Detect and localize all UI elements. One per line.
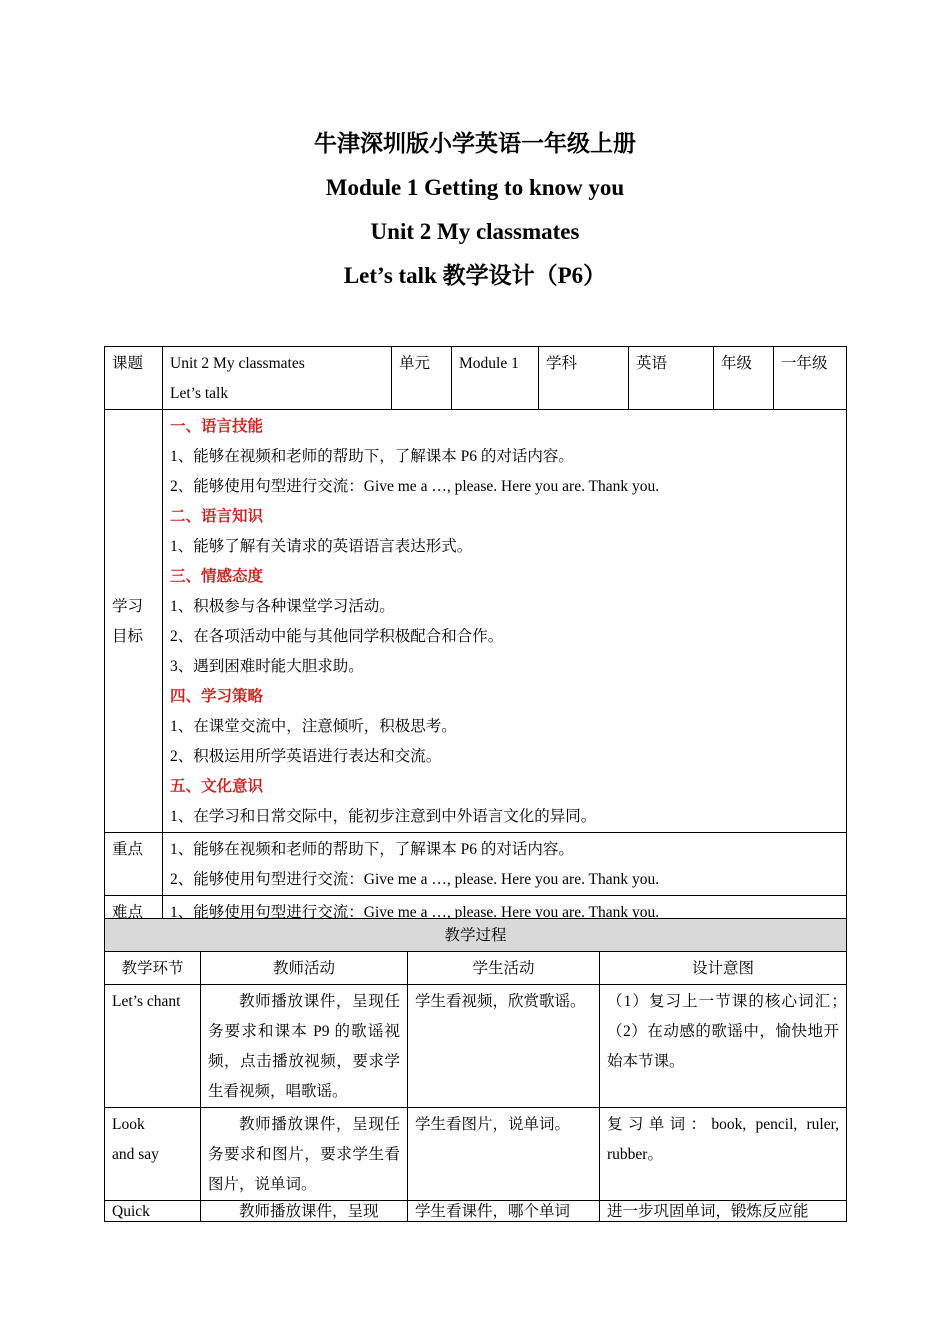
unit-label: 单元 [392,347,452,410]
goals-item: 1、在学习和日常交际中，能初步注意到中外语言文化的异同。 [170,808,597,825]
goals-label-line1: 学习 [112,598,144,615]
student-cell: 学生看图片，说单词。 [408,1108,600,1201]
goals-section-heading: 三、情感态度 [170,568,264,585]
key-points-content [163,833,847,896]
intent-cell: 进一步巩固单词，锻炼反应能 [600,1201,847,1222]
goals-label [105,410,163,833]
header-teacher: 教师活动 [201,952,408,985]
teacher-cell: 教师播放课件，呈现任务要求和图片，要求学生看图片，说单词。 [201,1108,408,1201]
key-point-item: 2、能够使用句型进行交流：Give me a …, please. Here you are. Thank you. [170,871,660,888]
table-row [105,985,847,1108]
process-header-row [105,952,847,985]
intent-cell: 复习单词：book, pencil, ruler, rubber。 [600,1108,847,1201]
header-stage: 教学环节 [105,952,201,985]
difficult-points-label: 难点 [105,896,163,929]
topic-value-line2: Let’s talk [170,385,229,402]
table-row [105,1108,847,1201]
stage-cell: Look and say [105,1108,201,1201]
goals-section-heading: 二、语言知识 [170,508,264,525]
topic-value [163,347,392,410]
title-line-1: 牛津深圳版小学英语一年级上册 [314,131,636,156]
goals-label-line2: 目标 [112,628,144,645]
grade-value: 一年级 [774,347,847,410]
header-student: 学生活动 [408,952,600,985]
goals-row [105,410,847,833]
student-cell: 学生看视频，欣赏歌谣。 [408,985,600,1108]
grade-label: 年级 [714,347,774,410]
process-title-row [105,919,847,952]
goals-section-heading: 一、语言技能 [170,418,264,435]
topic-value-line1: Unit 2 My classmates [170,355,305,372]
intent-cell: （1）复习上一节课的核心词汇； （2）在动感的歌谣中，愉快地开始本节课。 [600,985,847,1108]
goals-item: 3、遇到困难时能大胆求助。 [170,658,364,675]
goals-section-heading: 五、文化意识 [170,778,264,795]
stage-cell: Quick [105,1201,201,1222]
document-title-block [0,122,950,298]
student-cell: 学生看课件，哪个单词 [408,1201,600,1222]
subject-label: 学科 [539,347,629,410]
teacher-cell: 教师播放课件，呈现 [201,1201,408,1222]
goals-item: 1、在课堂交流中，注意倾听，积极思考。 [170,718,457,735]
lesson-info-table [104,346,847,929]
key-points-row [105,833,847,896]
subject-value: 英语 [629,347,714,410]
goals-item: 2、能够使用句型进行交流：Give me a …, please. Here you are. Thank you. [170,478,660,495]
goals-content [163,410,847,833]
teacher-cell: 教师播放课件，呈现任务要求和课本 P9 的歌谣视频，点击播放视频，要求学生看视频，唱歌谣。 [201,985,408,1108]
table-row [105,1201,847,1222]
goals-item: 2、积极运用所学英语进行表达和交流。 [170,748,442,765]
title-line-3: Unit 2 My classmates [370,219,580,244]
process-title: 教学过程 [105,919,847,952]
key-point-item: 1、能够在视频和老师的帮助下，了解课本 P6 的对话内容。 [170,841,574,858]
unit-value: Module 1 [452,347,539,410]
topic-label: 课题 [105,347,163,410]
process-table [104,918,855,1222]
stage-cell: Let’s chant [105,985,201,1108]
key-points-label: 重点 [105,833,163,896]
title-line-4: Let’s talk 教学设计（P6） [343,263,607,288]
header-intent: 设计意图 [600,952,847,985]
goals-section-heading: 四、学习策略 [170,688,264,705]
goals-item: 1、能够在视频和老师的帮助下，了解课本 P6 的对话内容。 [170,448,574,465]
goals-item: 2、在各项活动中能与其他同学积极配合和合作。 [170,628,504,645]
info-row [105,347,847,410]
goals-item: 1、积极参与各种课堂学习活动。 [170,598,395,615]
difficult-point-item: 1、能够使用句型进行交流：Give me a …, please. Here you are. Thank you. [170,904,660,921]
goals-item: 1、能够了解有关请求的英语语言表达形式。 [170,538,473,555]
title-line-2: Module 1 Getting to know you [325,175,625,200]
